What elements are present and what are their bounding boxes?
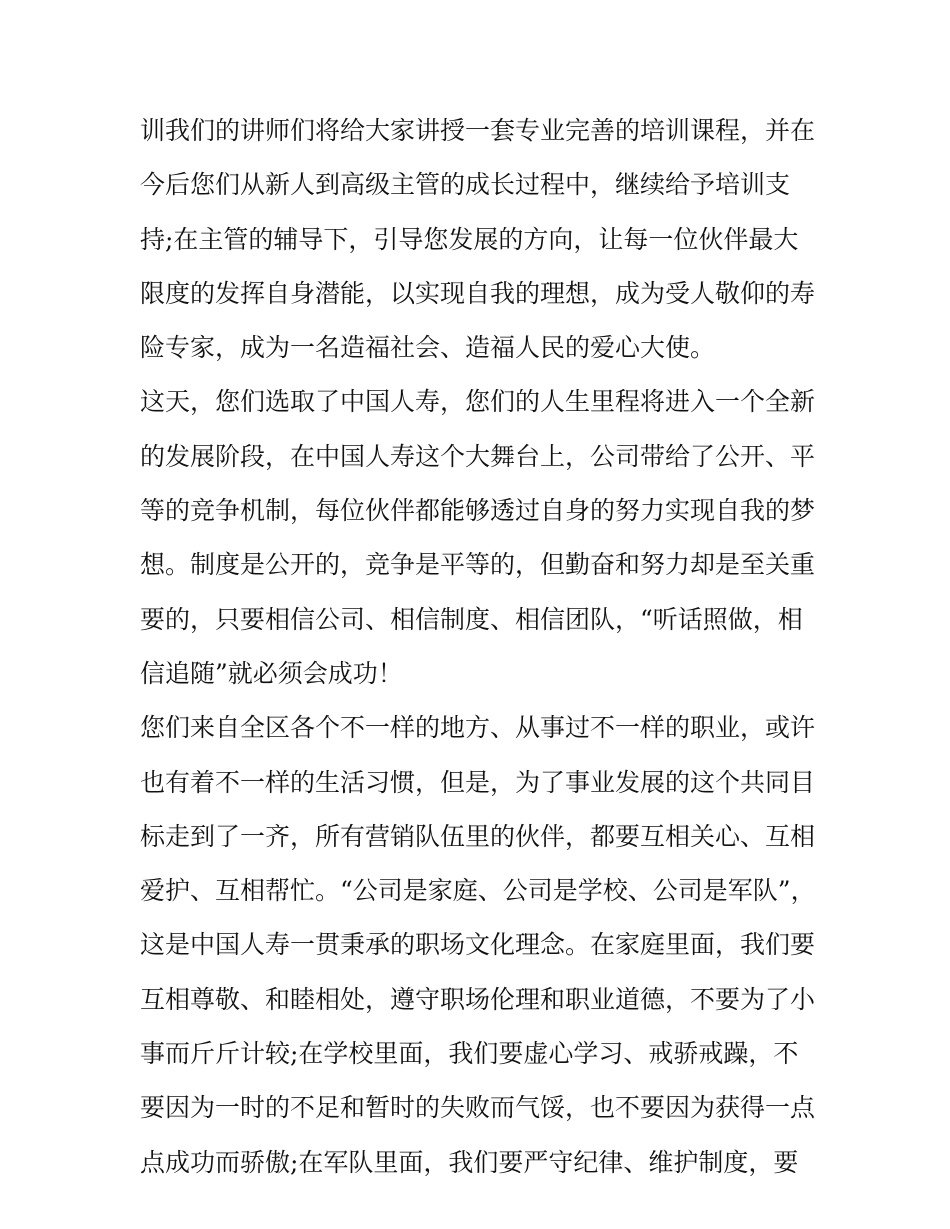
text-line: 持;在主管的辅导下，引导您发展的方向，让每一位伙伴最大 bbox=[140, 224, 799, 254]
text-line: 这是中国人寿一贯秉承的职场文化理念。在家庭里面，我们要 bbox=[140, 930, 816, 960]
text-line: 险专家，成为一名造福社会、造福人民的爱心大使。 bbox=[140, 333, 716, 363]
text-line: 等的竞争机制，每位伙伴都能够透过自身的努力实现自我的梦 bbox=[140, 496, 816, 526]
text-line: 训我们的讲师们将给大家讲授一套专业完善的培训课程，并在 bbox=[140, 116, 816, 145]
text-line: 信追随”就必须会成功！ bbox=[140, 658, 403, 688]
text-line: 的发展阶段，在中国人寿这个大舞台上，公司带给了公开、平 bbox=[140, 441, 816, 471]
text-line: 要的，只要相信公司、相信制度、相信团队，“听话照做，相 bbox=[140, 604, 803, 634]
text-line: 爱护、互相帮忙。“公司是家庭、公司是学校、公司是军队”， bbox=[140, 876, 816, 906]
text-line: 也有着不一样的生活习惯，但是，为了事业发展的这个共同目 bbox=[140, 767, 816, 797]
body-text bbox=[140, 104, 830, 1190]
text-line: 限度的发挥自身潜能，以实现自我的理想，成为受人敬仰的寿 bbox=[140, 278, 816, 308]
text-line: 想。制度是公开的，竞争是平等的，但勤奋和努力却是至关重 bbox=[140, 550, 816, 580]
text-line: 要因为一时的不足和暂时的失败而气馁，也不要因为获得一点 bbox=[140, 1093, 816, 1123]
text-line: 事而斤斤计较;在学校里面，我们要虚心学习、戒骄戒躁，不 bbox=[140, 1039, 799, 1069]
text-line: 标走到了一齐，所有营销队伍里的伙伴，都要互相关心、互相 bbox=[140, 821, 816, 851]
text-line: 您们来自全区各个不一样的地方、从事过不一样的职业，或许 bbox=[140, 713, 816, 743]
text-line: 这天，您们选取了中国人寿，您们的人生里程将进入一个全新 bbox=[140, 387, 816, 417]
text-line: 互相尊敬、和睦相处，遵守职场伦理和职业道德，不要为了小 bbox=[140, 984, 816, 1014]
text-line: 点成功而骄傲;在军队里面，我们要严守纪律、维护制度，要 bbox=[140, 1147, 799, 1177]
text-line: 今后您们从新人到高级主管的成长过程中，继续给予培训支 bbox=[140, 170, 791, 200]
